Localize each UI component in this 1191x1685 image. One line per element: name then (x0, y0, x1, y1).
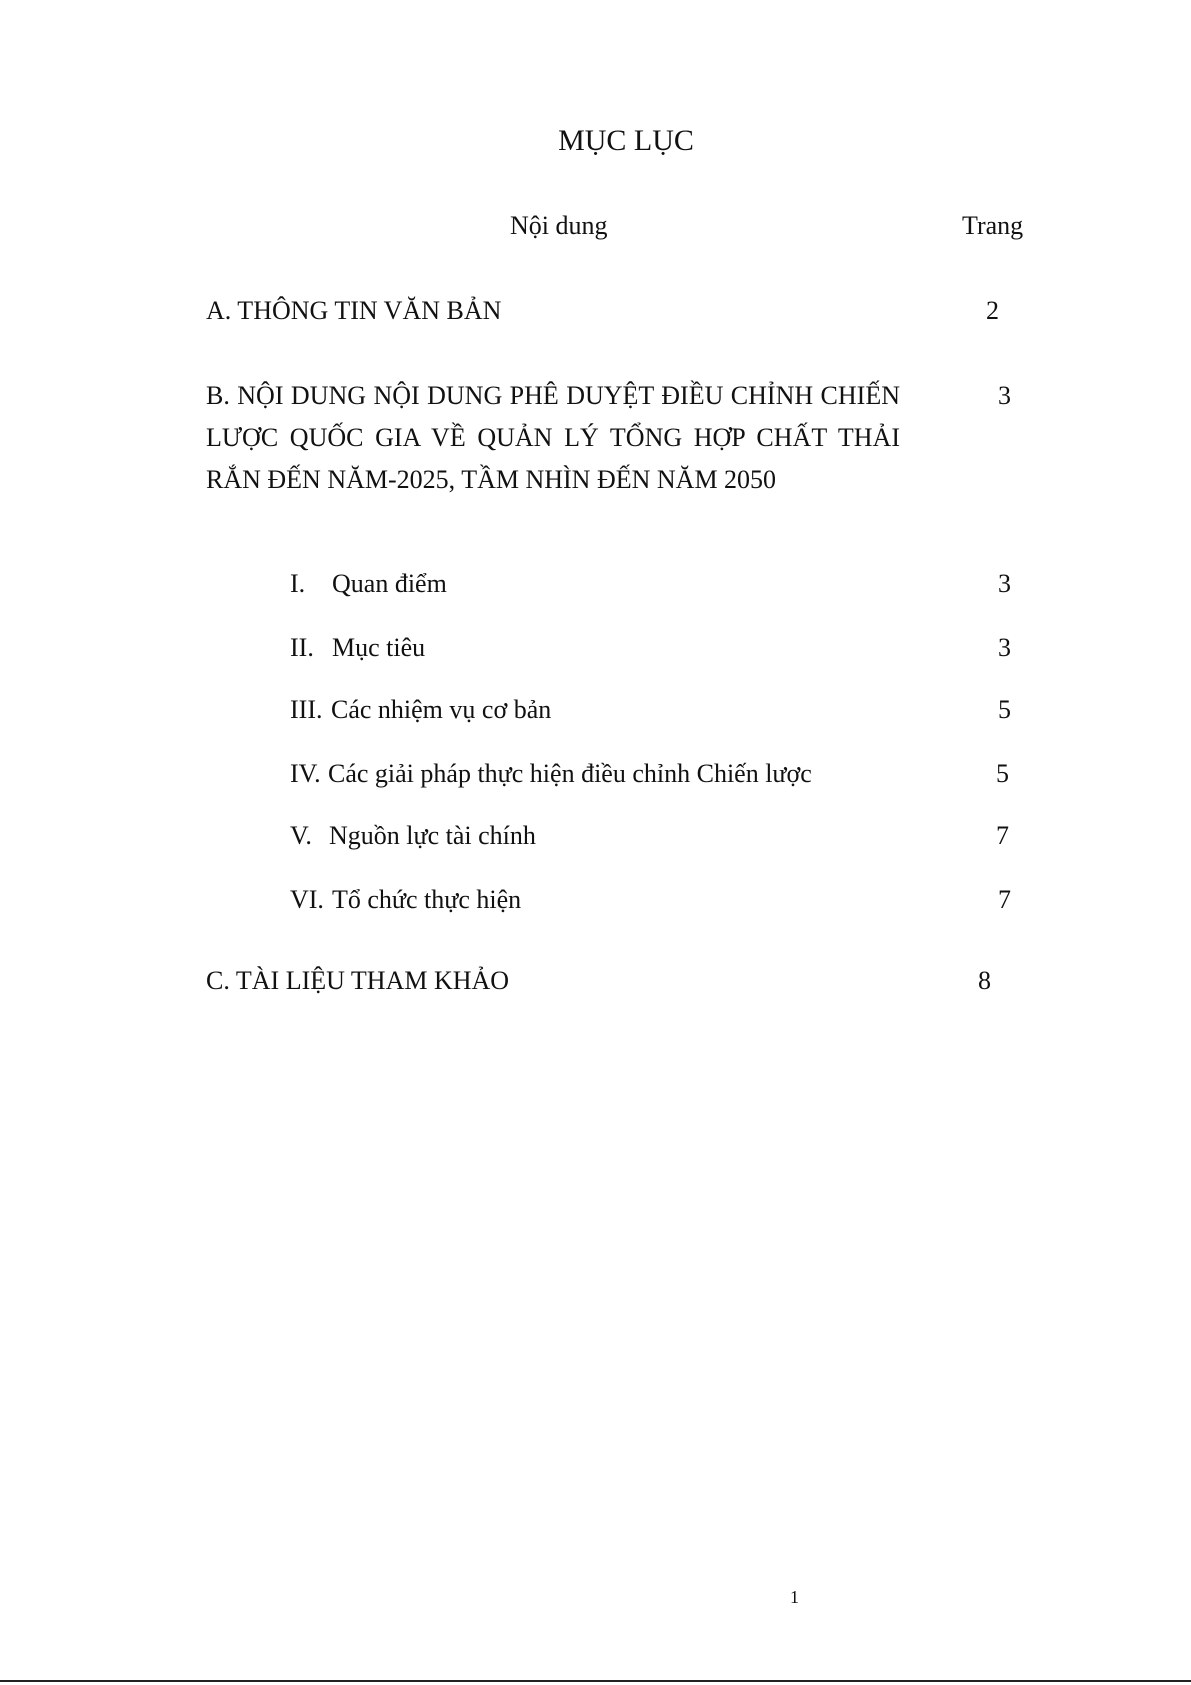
content-column-header: Nội dung (510, 211, 608, 240)
toc-subentry-page: 3 (998, 633, 1011, 662)
toc-entry-label: B. NỘI DUNG NỘI DUNG PHÊ DUYỆT ĐIỀU CHỈNH CHIẾN LƯỢC QUỐC GIA VỀ QUẢN LÝ TỔNG HỢP CHẤT THẢI RẮN ĐẾN NĂM-2025, TẦM NHÌN ĐẾN NĂM 2050 (206, 381, 900, 494)
page-title: MỤC LỤC (558, 124, 694, 157)
toc-subentry (290, 756, 812, 792)
toc-subentry-number: I. (290, 569, 306, 598)
page-column-header: Trang (962, 211, 1024, 240)
toc-entry-label: C. TÀI LIỆU THAM KHẢO (206, 966, 510, 995)
toc-subentry-number: III. (290, 695, 323, 724)
toc-subentry-page: 5 (996, 759, 1009, 788)
toc-subentry-label: Tổ chức thực hiện (332, 885, 522, 914)
page-number: 1 (790, 1587, 799, 1607)
toc-subentry-label: Nguồn lực tài chính (329, 821, 536, 850)
toc-entry-page: 8 (978, 966, 991, 995)
toc-subentry (290, 818, 536, 854)
toc-entry-label: A. THÔNG TIN VĂN BẢN (206, 296, 502, 325)
toc-subentry (290, 882, 521, 918)
bottom-divider (0, 1680, 1191, 1682)
toc-subentry-page: 7 (996, 821, 1009, 850)
toc-entry-page: 2 (986, 296, 999, 325)
toc-entry-page: 3 (998, 381, 1011, 410)
toc-subentry-number: VI. (290, 885, 324, 914)
toc-subentry-label: Mục tiêu (332, 633, 426, 662)
toc-subentry-label: Các nhiệm vụ cơ bản (331, 695, 552, 724)
toc-subentry-number: II. (290, 633, 314, 662)
toc-subentry-label: Các giải pháp thực hiện điều chỉnh Chiến lược (328, 759, 812, 788)
toc-subentry-number: V. (290, 821, 312, 850)
toc-subentry-page: 3 (998, 569, 1011, 598)
toc-subentry (290, 566, 447, 602)
toc-subentry-page: 7 (998, 885, 1011, 914)
toc-subentry-label: Quan điểm (332, 569, 447, 598)
toc-subentry (290, 630, 425, 666)
toc-subentry-number: IV. (290, 759, 321, 788)
toc-subentry (290, 692, 551, 728)
toc-subentry-page: 5 (998, 695, 1011, 724)
